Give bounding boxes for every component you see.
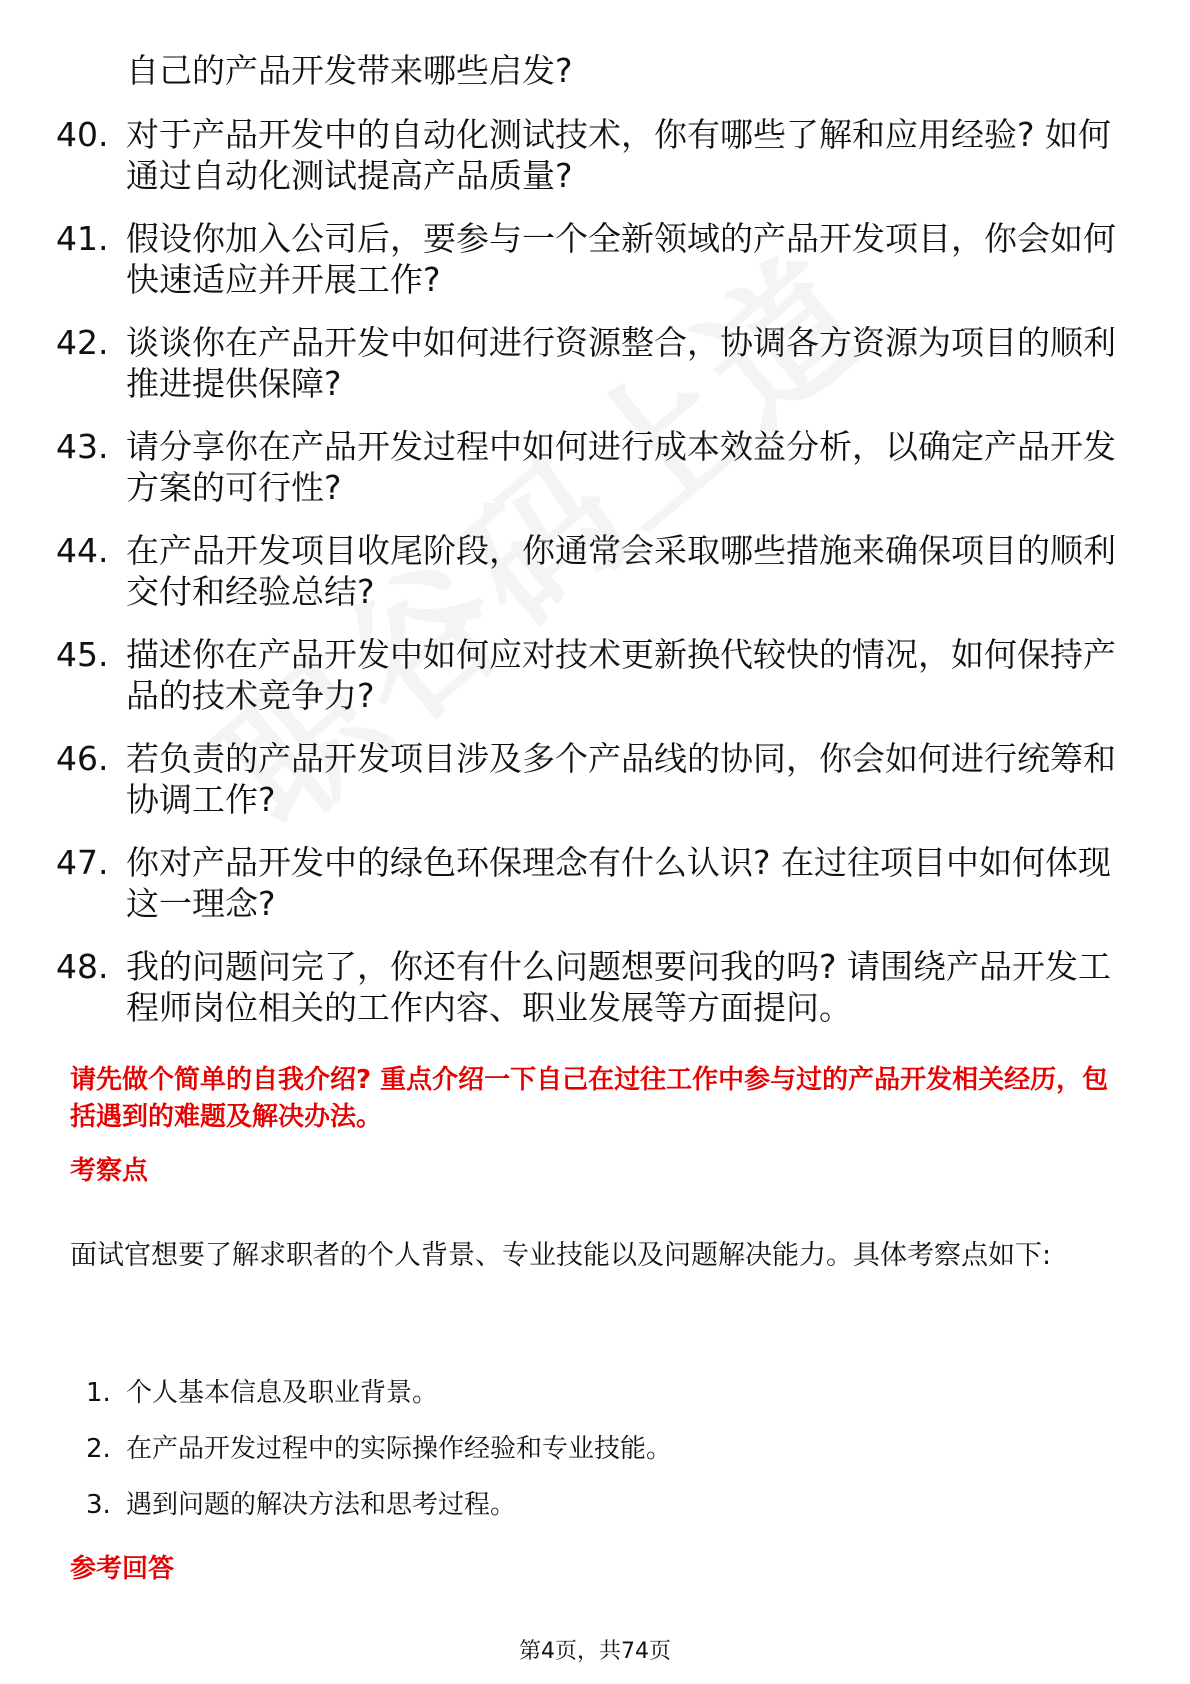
- question-number: 42.: [56, 323, 109, 362]
- question-text: 谈谈你在产品开发中如何进行资源整合，协调各方资源为项目的顺利推进提供保障?: [126, 323, 1116, 403]
- section-title-examine: 考察点: [70, 1156, 149, 1186]
- question-item: [56, 114, 1116, 196]
- question-number: 47.: [56, 843, 109, 882]
- question-number: 43.: [56, 427, 109, 466]
- question-item: [56, 322, 1116, 404]
- point-text: 遇到问题的解决方法和思考过程。: [126, 1490, 517, 1520]
- question-item: [56, 842, 1116, 924]
- question-text: 你对产品开发中的绿色环保理念有什么认识? 在过往项目中如何体现这一理念?: [126, 843, 1112, 923]
- question-number: 45.: [56, 635, 109, 674]
- page-footer: 第4页，共74页: [519, 1639, 671, 1664]
- question-continuation: 自己的产品开发带来哪些启发?: [126, 51, 573, 90]
- point-text: 在产品开发过程中的实际操作经验和专业技能。: [126, 1434, 673, 1464]
- point-number: 3.: [86, 1490, 111, 1520]
- question-item: [56, 738, 1116, 820]
- section-title-answer: 参考回答: [70, 1554, 175, 1584]
- question-item: [56, 218, 1116, 300]
- question-number: 48.: [56, 947, 109, 986]
- question-number: 41.: [56, 219, 109, 258]
- point-number: 2.: [86, 1434, 111, 1464]
- examine-point: [86, 1376, 672, 1410]
- highlight-question: 请先做个简单的自我介绍? 重点介绍一下自己在过往工作中参与过的产品开发相关经历，包括遇到的难题及解决办法。: [70, 1065, 1109, 1132]
- question-text: 描述你在产品开发中如何应对技术更新换代较快的情况，如何保持产品的技术竞争力?: [126, 635, 1116, 715]
- question-number: 40.: [56, 115, 109, 154]
- question-item: [56, 946, 1116, 1028]
- examine-point: [86, 1432, 672, 1466]
- question-text: 假设你加入公司后，要参与一个全新领域的产品开发项目，你会如何快速适应并开展工作?: [126, 219, 1116, 299]
- question-number: 46.: [56, 739, 109, 778]
- point-number: 1.: [86, 1378, 111, 1408]
- question-text: 对于产品开发中的自动化测试技术，你有哪些了解和应用经验? 如何通过自动化测试提高产品质量?: [126, 115, 1112, 195]
- question-text: 在产品开发项目收尾阶段，你通常会采取哪些措施来确保项目的顺利交付和经验总结?: [126, 531, 1116, 611]
- question-item: [56, 634, 1116, 716]
- question-text: 若负责的产品开发项目涉及多个产品线的协同，你会如何进行统筹和协调工作?: [126, 739, 1116, 819]
- examine-points-list: [86, 1376, 672, 1544]
- examine-point: [86, 1488, 672, 1522]
- question-number: 44.: [56, 531, 109, 570]
- question-text: 请分享你在产品开发过程中如何进行成本效益分析，以确定产品开发方案的可行性?: [126, 427, 1116, 507]
- question-list: [56, 114, 1116, 1050]
- question-text: 我的问题问完了，你还有什么问题想要问我的吗? 请围绕产品开发工程师岗位相关的工作内容、职业发展等方面提问。: [126, 947, 1112, 1027]
- point-text: 个人基本信息及职业背景。: [126, 1378, 439, 1408]
- question-item: [56, 530, 1116, 612]
- question-item: [56, 426, 1116, 508]
- examine-intro: 面试官想要了解求职者的个人背景、专业技能以及问题解决能力。具体考察点如下:: [70, 1240, 1052, 1271]
